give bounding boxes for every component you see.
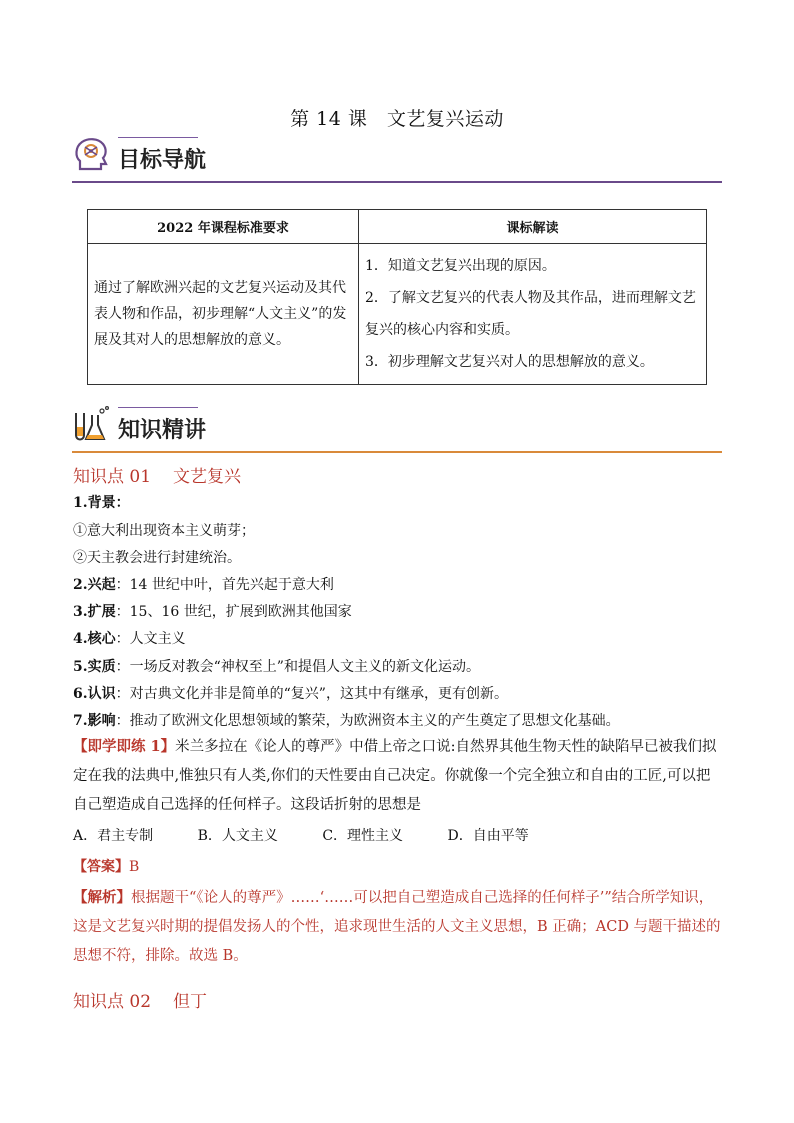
kp2-name: 但丁 xyxy=(173,992,208,1012)
background-item: ①意大利出现资本主义萌芽； xyxy=(73,523,255,539)
option-d: D．自由平等 xyxy=(447,828,529,844)
header-deco-line xyxy=(118,137,198,138)
interpretation-item: 1．知道文艺复兴出现的原因。 xyxy=(365,258,556,274)
knowledge-point-1-title xyxy=(73,462,263,487)
answer-line: 【答案】B xyxy=(73,859,140,875)
standards-table xyxy=(87,209,707,385)
kp1-name: 文艺复兴 xyxy=(173,467,242,487)
header-cell-requirements: 2022 年课程标准要求 xyxy=(88,210,359,244)
kp2-number: 知识点 02 xyxy=(73,992,152,1012)
background-item: ②天主教会进行封建统治。 xyxy=(73,550,241,566)
knowledge-section-header xyxy=(72,405,722,453)
goal-section-rule xyxy=(72,181,722,183)
header-cell-interpretation: 课标解读 xyxy=(359,210,707,244)
background-heading: 1.背景： xyxy=(73,495,130,511)
header-deco-line xyxy=(118,407,198,408)
goal-section-header xyxy=(72,135,722,183)
rise-line: 2.兴起：14 世纪中叶，首先兴起于意大利 xyxy=(73,577,334,593)
option-c: C．理性主义 xyxy=(322,828,404,844)
answer-options xyxy=(73,825,569,845)
core-line: 4.核心：人文主义 xyxy=(73,631,186,647)
requirements-cell: 通过了解欧洲兴起的文艺复兴运动及其代表人物和作品，初步理解“人文主义”的发展及其对人的思想解放的意义。 xyxy=(88,244,359,385)
lab-flask-icon xyxy=(72,405,112,445)
brain-gear-icon xyxy=(72,135,112,175)
interpretation-item: 3．初步理解文艺复兴对人的思想解放的意义。 xyxy=(365,354,654,370)
option-a: A．君主专制 xyxy=(73,828,154,844)
table-row xyxy=(88,244,707,385)
interpretation-cell xyxy=(359,244,707,385)
goal-section-label: 目标导航 xyxy=(118,147,207,173)
expand-line: 3.扩展：15、16 世纪，扩展到欧洲其他国家 xyxy=(73,604,352,620)
view-line: 6.认识：对古典文化并非是简单的“复兴”，这其中有继承，更有创新。 xyxy=(73,686,508,702)
option-b: B．人文主义 xyxy=(197,828,278,844)
impact-line: 7.影响：推动了欧洲文化思想领域的繁荣，为欧洲资本主义的产生奠定了思想文化基础。 xyxy=(73,713,620,729)
essence-line: 5.实质：一场反对教会“神权至上”和提倡人文主义的新文化运动。 xyxy=(73,659,480,675)
page-title: 第 14 课 文艺复兴运动 xyxy=(290,108,504,130)
practice-question: 【即学即练 1】米兰多拉在《论人的尊严》中借上帝之口说:自然界其他生物天性的缺陷早已被我们拟定在我的法典中,惟独只有人类,你们的天性要由自己决定。你就像一个完全独立和自由的工匠,可以把自己塑造成自己选择的任何样子。这段话折射的思想是 xyxy=(73,738,717,813)
knowledge-point-2-title xyxy=(73,987,229,1012)
table-header-row xyxy=(88,210,707,244)
knowledge-section-rule xyxy=(72,451,722,453)
knowledge-section-label: 知识精讲 xyxy=(118,417,207,443)
kp1-number: 知识点 01 xyxy=(73,467,152,487)
interpretation-item: 2．了解文艺复兴的代表人物及其作品，进而理解文艺复兴的核心内容和实质。 xyxy=(365,290,696,338)
analysis-paragraph: 【解析】根据题干“《论人的尊严》……‘……可以把自己塑造成自己选择的任何样子’”结合所学知识，这是文艺复兴时期的提倡发扬人的个性，追求现世生活的人文主义思想，B 正确；ACD 与题干描述的思想不符，排除。故选 B。 xyxy=(73,889,721,964)
